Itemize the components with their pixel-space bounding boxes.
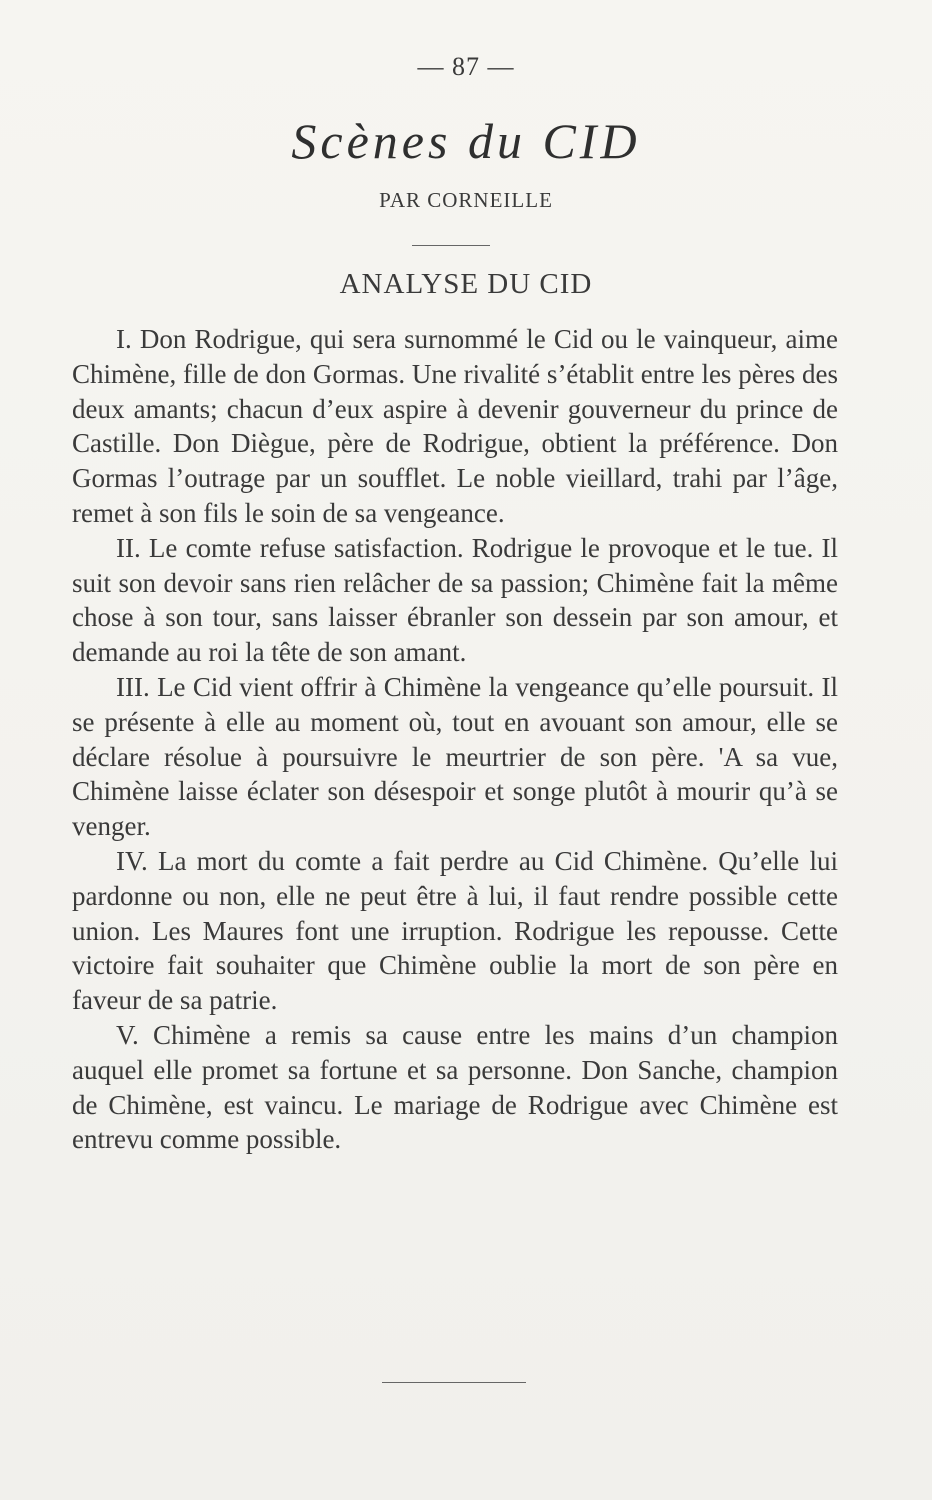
analysis-text [72,322,838,1157]
paragraph-act-5: V. Chimène a remis sa cause entre les mains d’un champion auquel elle promet sa fortune et sa personne. Don Sanche, champion de Chimène, est vaincu. Le mariage de Rodrigue avec Chimène est entrevu comme possible. [72,1019,838,1155]
page-number: — 87 — [417,52,515,81]
section-heading: ANALYSE DU CID [339,268,593,300]
paragraph-act-4: IV. La mort du comte a fait perdre au Cid Chimène. Qu’elle lui pardonne ou non, elle ne peut être à lui, il faut rendre possible cette union. Les Maures font une irruption. Rodrigue les repousse. Cette victoire fait souhaiter que Chimène oublie la mort de son père en faveur de sa patrie. [72,845,838,1016]
paragraph-act-2: II. Le comte refuse satisfaction. Rodrigue le provoque et le tue. Il suit son devoir sans rien relâcher de sa passion; Chimène fait la même chose à son tour, sans laisser ébranler son dessein par son amour, et demande au roi la tête de son amant. [72,532,838,668]
divider-rule [412,245,490,246]
paragraph-act-1: I. Don Rodrigue, qui sera surnommé le Cid ou le vainqueur, aime Chimène, fille de don Gormas. Une rivalité s’établit entre les pères des deux amants; chacun d’eux aspire à devenir gouverneur du prince de Castille. Don Diègue, père de Rodrigue, obtient la préférence. Don Gormas l’outrage par un soufflet. Le noble vieillard, trahi par l’âge, remet à son fils le soin de sa vengeance. [72,324,838,528]
author-line: PAR CORNEILLE [379,188,553,212]
end-rule [382,1382,526,1383]
page-title: Scènes du CID [291,113,641,169]
paragraph-act-3: III. Le Cid vient offrir à Chimène la vengeance qu’elle poursuit. Il se présente à elle au moment où, tout en avouant son amour, elle se déclare résolue à poursuivre le meurtrier de son père. 'A sa vue, Chimène laisse éclater son désespoir et songe plutôt à mourir qu’à se venger. [72,671,838,842]
